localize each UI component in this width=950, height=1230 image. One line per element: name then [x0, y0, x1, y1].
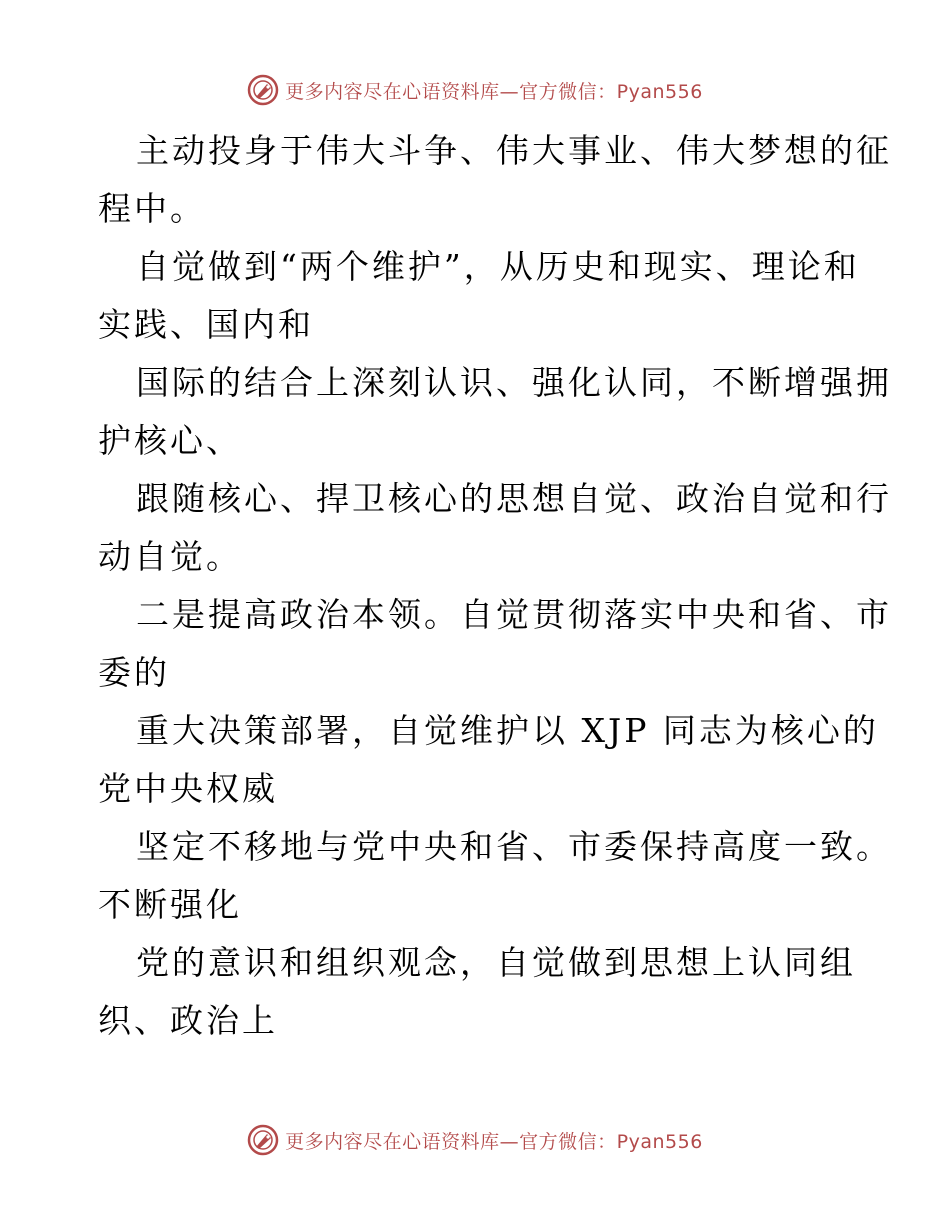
- paragraph-line: 跟随核心、捍卫核心的思想自觉、政治自觉和行: [136, 479, 892, 518]
- footer-banner: [0, 1120, 950, 1160]
- paragraph-line: 实践、国内和: [98, 305, 314, 344]
- paragraph-line: 重大决策部署，自觉维护以 XJP 同志为核心的: [136, 711, 879, 750]
- paragraph-line: 国际的结合上深刻认识、强化认同，不断增强拥: [136, 363, 892, 402]
- paragraph-line: 自觉做到“两个维护”，从历史和现实、理论和: [136, 247, 860, 286]
- header-banner-text: 更多内容尽在心语资料库—官方微信：Pyan556: [285, 80, 703, 103]
- paragraph-line: 党的意识和组织观念，自觉做到思想上认同组: [136, 943, 856, 982]
- footer-banner-text: 更多内容尽在心语资料库—官方微信：Pyan556: [285, 1130, 703, 1153]
- paragraph-line: 党中央权威: [98, 769, 278, 808]
- header-banner: [0, 70, 950, 110]
- paragraph-line: 护核心、: [98, 421, 242, 460]
- paragraph-line: 主动投身于伟大斗争、伟大事业、伟大梦想的征: [136, 131, 892, 170]
- paragraph-line: 二是提高政治本领。自觉贯彻落实中央和省、市: [136, 595, 892, 634]
- pen-nib-logo-icon: [247, 1124, 279, 1156]
- document-body: [98, 122, 892, 1050]
- paragraph-line: 织、政治上: [98, 1001, 278, 1040]
- paragraph-line: 程中。: [98, 189, 206, 228]
- paragraph-line: 坚定不移地与党中央和省、市委保持高度一致。: [136, 827, 892, 866]
- paragraph-line: 委的: [98, 653, 170, 692]
- paragraph-line: 不断强化: [98, 885, 242, 924]
- paragraph-line: 动自觉。: [98, 537, 242, 576]
- pen-nib-logo-icon: [247, 74, 279, 106]
